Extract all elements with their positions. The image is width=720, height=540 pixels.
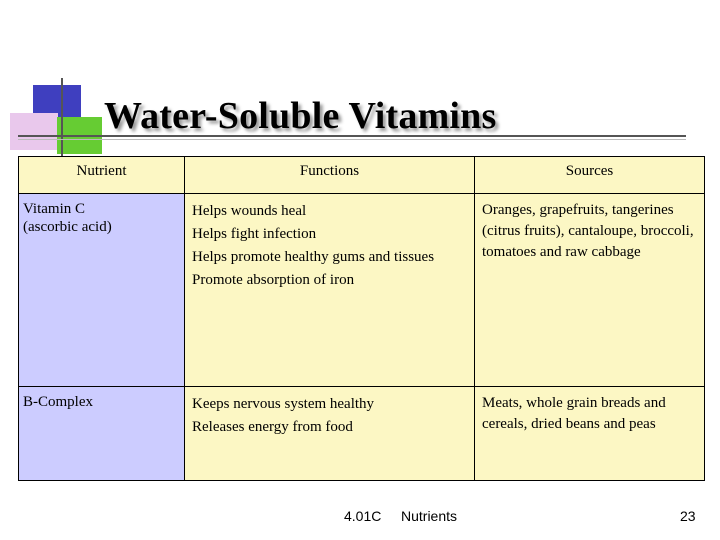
table-header-row bbox=[19, 157, 705, 194]
functions-cell bbox=[185, 387, 475, 481]
vitamins-table bbox=[18, 156, 705, 481]
header-sources-label: Sources bbox=[565, 163, 614, 179]
footer-topic: Nutrients bbox=[401, 508, 458, 524]
table-row bbox=[19, 387, 705, 481]
function-item: Promote absorption of iron bbox=[192, 272, 355, 288]
title-underline-shadow bbox=[18, 139, 686, 140]
function-item: Helps promote healthy gums and tissues bbox=[192, 249, 435, 265]
nutrient-subname: (ascorbic acid) bbox=[23, 219, 112, 235]
nutrient-cell bbox=[19, 194, 185, 387]
function-item: Releases energy from food bbox=[192, 419, 353, 435]
header-sources bbox=[475, 157, 705, 194]
sources-cell bbox=[475, 194, 705, 387]
sources-text: Meats, whole grain breads and cereals, dried beans and peas bbox=[482, 395, 666, 432]
header-functions bbox=[185, 157, 475, 194]
slide-title: Water-Soluble Vitamins bbox=[104, 95, 497, 137]
function-item: Helps fight infection bbox=[192, 226, 317, 242]
nutrient-name: Vitamin C bbox=[23, 201, 86, 217]
nutrient-cell bbox=[19, 387, 185, 481]
table-row bbox=[19, 194, 705, 387]
footer-code: 4.01C bbox=[344, 508, 382, 524]
sources-text: Oranges, grapefruits, tangerines (citrus fruits), cantaloupe, broccoli, tomatoes and raw cabbage bbox=[482, 202, 694, 260]
functions-cell bbox=[185, 194, 475, 387]
header-functions-label: Functions bbox=[299, 163, 360, 179]
slide-number: 23 bbox=[680, 508, 696, 524]
sources-cell bbox=[475, 387, 705, 481]
header-nutrient bbox=[19, 157, 185, 194]
header-nutrient-label: Nutrient bbox=[76, 163, 127, 179]
function-item: Helps wounds heal bbox=[192, 203, 307, 219]
nutrient-name: B-Complex bbox=[23, 394, 93, 410]
decor-pink-square bbox=[10, 113, 58, 150]
function-item: Keeps nervous system healthy bbox=[192, 396, 375, 412]
